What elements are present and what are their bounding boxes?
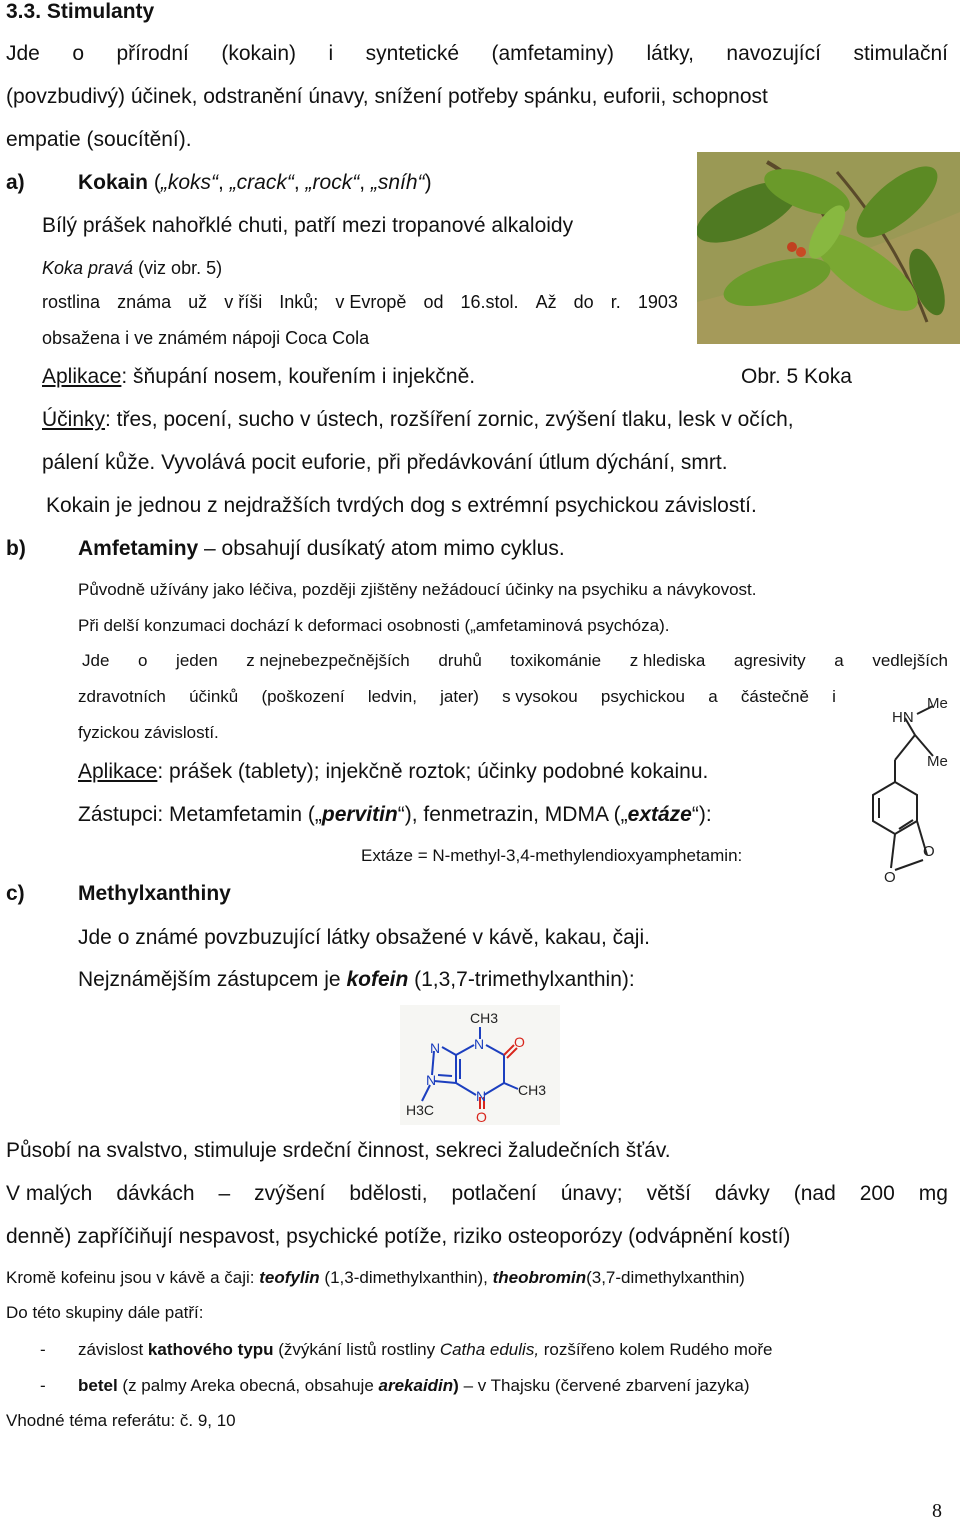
word: ledvin, [367,687,417,706]
amfetaminy-line-3 [82,651,948,671]
page-number: 8 [932,1500,942,1522]
amfetaminy-line-5: fyzickou závislostí. [78,723,219,742]
bottom-para-3: denně) zapříčiňují nespavost, psychické potíže, riziko osteoporózy (odvápnění kostí) [6,1225,791,1248]
mdma-label-hn: HN [892,709,914,726]
list-item-2: betel (z palmy Areka obecná, obsahuje arekaidin) – v Thajsku (červené zbarvení jazyka) [78,1376,750,1395]
caffeine-label-n-1: N [474,1036,485,1052]
word: o [72,42,85,65]
word: agresivity [733,651,806,670]
kokain-ucinky-3: Kokain je jednou z nejdražších tvrdých dog s extrémní psychickou závislostí. [46,494,757,517]
word: z hlediska [629,651,706,670]
list-item-1: závislost kathového typu (žvýkání listů rostliny Catha edulis, rozšířeno kolem Rudého moře [78,1340,773,1359]
amfetaminy-line-4 [78,687,836,707]
section-c-marker: c) [6,882,25,905]
word: zvýšení [254,1182,326,1205]
figure-caption: Obr. 5 Koka [741,365,852,388]
word: i [832,687,836,706]
word: v Evropě [335,292,407,312]
caffeine-label-h3c: H3C [406,1102,435,1118]
word: a [834,651,844,670]
mdma-label-me-2: Me [927,753,948,770]
methylxanthiny-line-2: Nejznámějším zástupcem je kofein (1,3,7-trimethylxanthin): [78,968,635,991]
word: psychickou [600,687,685,706]
extaze-definition: Extáze = N-methyl-3,4-methylendioxyamphetamin: [361,846,743,865]
word: navozující [726,42,821,65]
word: V malých [6,1182,93,1205]
word: jeden [176,651,218,670]
bottom-para-4: Kromě kofeinu jsou v kávě a čaji: teofylin (1,3-dimethylxanthin), theobromin(3,7-dimethylxanthin) [6,1268,745,1287]
word: účinků [189,687,239,706]
word: toxikománie [510,651,602,670]
bottom-para-5: Do této skupiny dále patří: [6,1303,204,1322]
methylxanthiny-line-1: Jde o známé povzbuzující látky obsažené v kávě, kakau, čaji. [78,926,650,949]
alias-snih: „sníh“ [370,171,425,194]
word: s vysokou [502,687,578,706]
word: syntetické [365,42,460,65]
coca-plant-photo [697,152,960,344]
word: (amfetaminy) [491,42,615,65]
word: dávky [714,1182,770,1205]
word: druhů [438,651,482,670]
intro-line-2: (povzbudivý) účinek, odstranění únavy, snížení potřeby spánku, euforii, schopnost [6,85,768,108]
word: známa [117,292,172,312]
word: přírodní [116,42,189,65]
word: stimulační [853,42,948,65]
word: mg [918,1182,948,1205]
word: částečně [740,687,809,706]
alias-koks: „koks“ [160,171,219,194]
word: – [218,1182,231,1205]
word: jater) [440,687,479,706]
mdma-structure [855,690,955,890]
amfetaminy-zastupci: Zástupci: Metamfetamin („pervitin“), fenmetrazin, MDMA („extáze“): [78,803,712,826]
alias-crack: „crack“ [229,171,294,194]
word: zdravotních [78,687,166,706]
word: a [708,687,718,706]
word: rostlina [42,292,101,312]
kokain-ucinky: Účinky: třes, pocení, sucho v ústech, rozšíření zornic, zvýšení tlaku, lesk v očích, [42,408,794,431]
word: potlačení [451,1182,537,1205]
word: (kokain) [221,42,297,65]
word: (poškození [261,687,345,706]
word: v říši [224,292,263,312]
mdma-label-o-2: O [884,869,896,886]
word: i [328,42,334,65]
word: dávkách [116,1182,195,1205]
list-item-dash-2: - [40,1376,46,1395]
kokain-line-4: obsažena i ve známém nápoji Coca Cola [42,328,370,348]
word: do [573,292,594,312]
mdma-label-o-1: O [923,843,935,860]
alias-rock: „rock“ [305,171,360,194]
word: únavy; [560,1182,623,1205]
amfetaminy-line-1: Původně užívány jako léčiva, později zjištěny nežádoucí účinky na psychiku a návykovost. [78,580,757,599]
word: Jde [6,42,40,65]
caffeine-label-o-1: O [514,1034,525,1050]
amfetaminy-title-line: Amfetaminy – obsahují dusíkatý atom mimo cyklus. [78,537,565,560]
word: r. [610,292,621,312]
intro-line-3: empatie (soucítění). [6,128,192,151]
kokain-aplikace: Aplikace: šňupání nosem, kouřením i injekčně. [42,365,476,388]
section-a-marker: a) [6,171,25,194]
section-a-title-line: Kokain („koks“, „crack“, „rock“, „sníh“) [78,171,432,194]
word: (nad [793,1182,836,1205]
word: Inků; [279,292,319,312]
word: už [188,292,208,312]
kokain-title: Kokain [78,171,149,194]
methylxanthiny-title: Methylxanthiny [78,882,231,905]
word: o [138,651,148,670]
kokain-line-1: Bílý prášek nahořklé chuti, patří mezi tropanové alkaloidy [42,214,574,237]
caffeine-label-n-4: N [426,1072,437,1088]
bottom-para-6: Vhodné téma referátu: č. 9, 10 [6,1411,236,1430]
kokain-line-3 [42,292,678,313]
caffeine-label-n-2: N [476,1088,487,1104]
intro-line-1 [6,42,948,66]
section-heading: 3.3. Stimulanty [6,0,155,23]
word: od [423,292,444,312]
word: látky, [646,42,694,65]
bottom-para-1: Působí na svalstvo, stimuluje srdeční činnost, sekreci žaludečních šťáv. [6,1139,671,1162]
word: 16.stol. [460,292,519,312]
caffeine-label-o-2: O [476,1109,487,1125]
word: 200 [859,1182,895,1205]
caffeine-label-ch3-top: CH3 [470,1010,499,1026]
section-b-marker: b) [6,537,26,560]
amfetaminy-line-2: Při delší konzumaci dochází k deformaci osobnosti („amfetaminová psychóza). [78,616,670,635]
bottom-para-2 [6,1182,948,1206]
word: Až [535,292,557,312]
word: 1903 [637,292,678,312]
word: Jde [82,651,110,670]
kokain-line-2: Koka pravá (viz obr. 5) [42,258,223,278]
caffeine-structure [400,1005,560,1125]
list-item-dash-1: - [40,1340,46,1359]
mdma-label-me-1: Me [927,695,948,712]
word: vedlejších [872,651,948,670]
caffeine-label-n-3: N [430,1040,441,1056]
caffeine-label-ch3-right: CH3 [518,1082,547,1098]
amfetaminy-aplikace: Aplikace: prášek (tablety); injekčně roztok; účinky podobné kokainu. [78,760,709,783]
word: z nejnebezpečnějších [246,651,410,670]
kokain-ucinky-2: pálení kůže. Vyvolává pocit euforie, při předávkování útlum dýchání, smrt. [42,451,728,474]
word: bdělosti, [349,1182,428,1205]
word: větší [646,1182,691,1205]
